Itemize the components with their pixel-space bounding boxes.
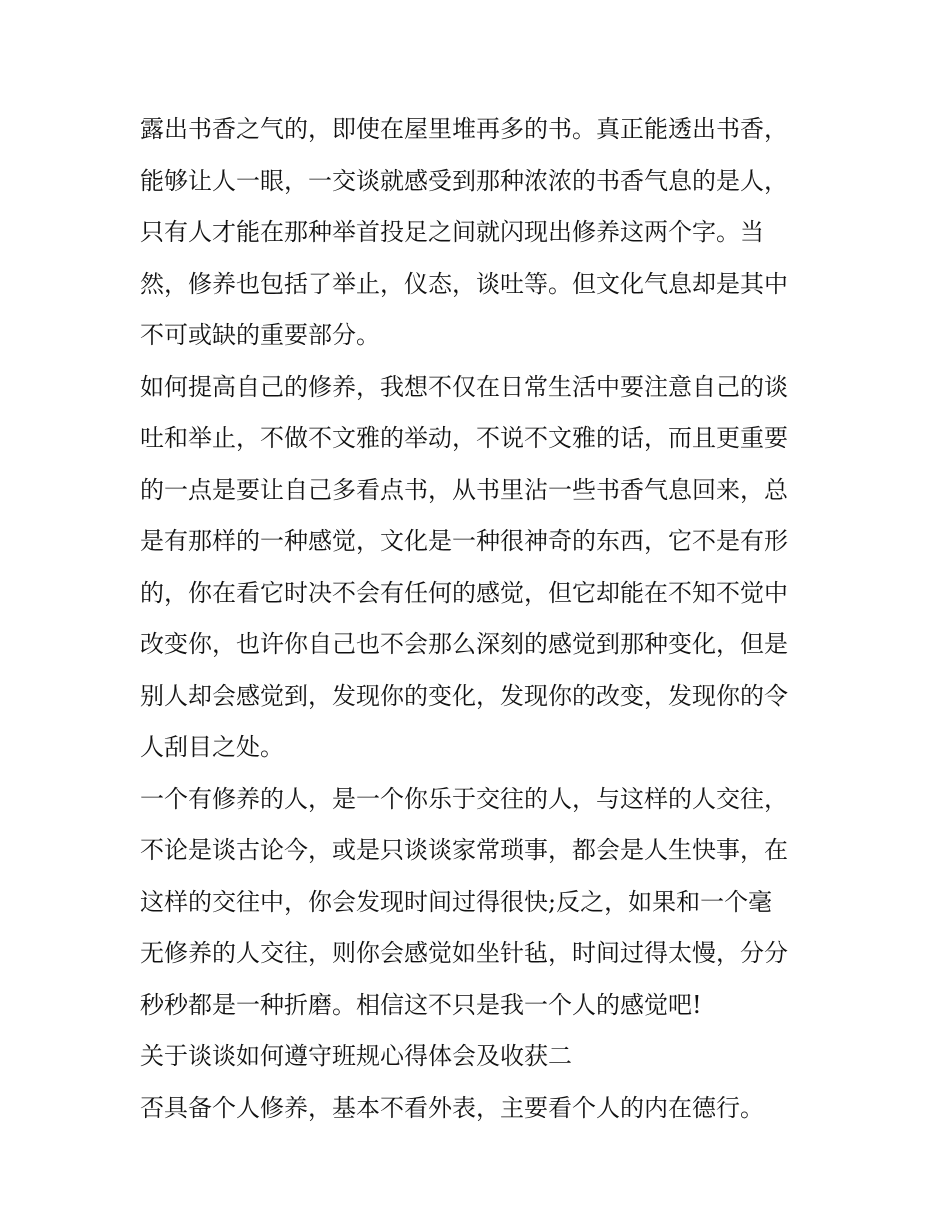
text-line: 不论是谈古论今，或是只谈谈家常琐事，都会是人生快事，在 [140, 836, 788, 864]
text-line: 能够让人一眼，一交谈就感受到那种浓浓的书香气息的是人， [140, 166, 788, 195]
text-line: 一个有修养的人，是一个你乐于交往的人，与这样的人交往， [140, 784, 788, 813]
text-line: 然，修养也包括了举止，仪态，谈吐等。但文化气息却是其中 [140, 269, 788, 298]
text-line: 秒秒都是一种折磨。相信这不只是我一个人的感觉吧! [140, 990, 702, 1019]
document-body [140, 104, 830, 1134]
text-line: 的一点是要让自己多看点书，从书里沾一些书香气息回来，总 [140, 475, 788, 504]
text-line: 无修养的人交往，则你会感觉如坐针毡，时间过得太慢，分分 [140, 939, 788, 967]
text-line: 否具备个人修养，基本不看外表，主要看个人的内在德行。 [140, 1093, 764, 1122]
text-line: 别人却会感觉到，发现你的变化，发现你的改变，发现你的令 [140, 681, 788, 710]
section-heading: 关于谈谈如何遵守班规心得体会及收获二 [140, 1042, 572, 1070]
text-line: 人刮目之处。 [140, 733, 284, 761]
text-line: 不可或缺的重要部分。 [140, 321, 380, 349]
text-line: 是有那样的一种感觉，文化是一种很神奇的东西，它不是有形 [140, 527, 788, 555]
text-line: 的，你在看它时决不会有任何的感觉，但它却能在不知不觉中 [140, 578, 788, 607]
text-line: 这样的交往中，你会发现时间过得很快;反之，如果和一个毫 [140, 887, 773, 916]
text-line: 改变你，也许你自己也不会那么深刻的感觉到那种变化，但是 [140, 630, 788, 658]
text-line: 吐和举止，不做不文雅的举动，不说不文雅的话，而且更重要 [140, 424, 788, 452]
text-line: 如何提高自己的修养，我想不仅在日常生活中要注意自己的谈 [140, 372, 788, 401]
text-line: 露出书香之气的，即使在屋里堆再多的书。真正能透出书香， [140, 115, 788, 143]
text-line: 只有人才能在那种举首投足之间就闪现出修养这两个字。当 [140, 218, 764, 246]
